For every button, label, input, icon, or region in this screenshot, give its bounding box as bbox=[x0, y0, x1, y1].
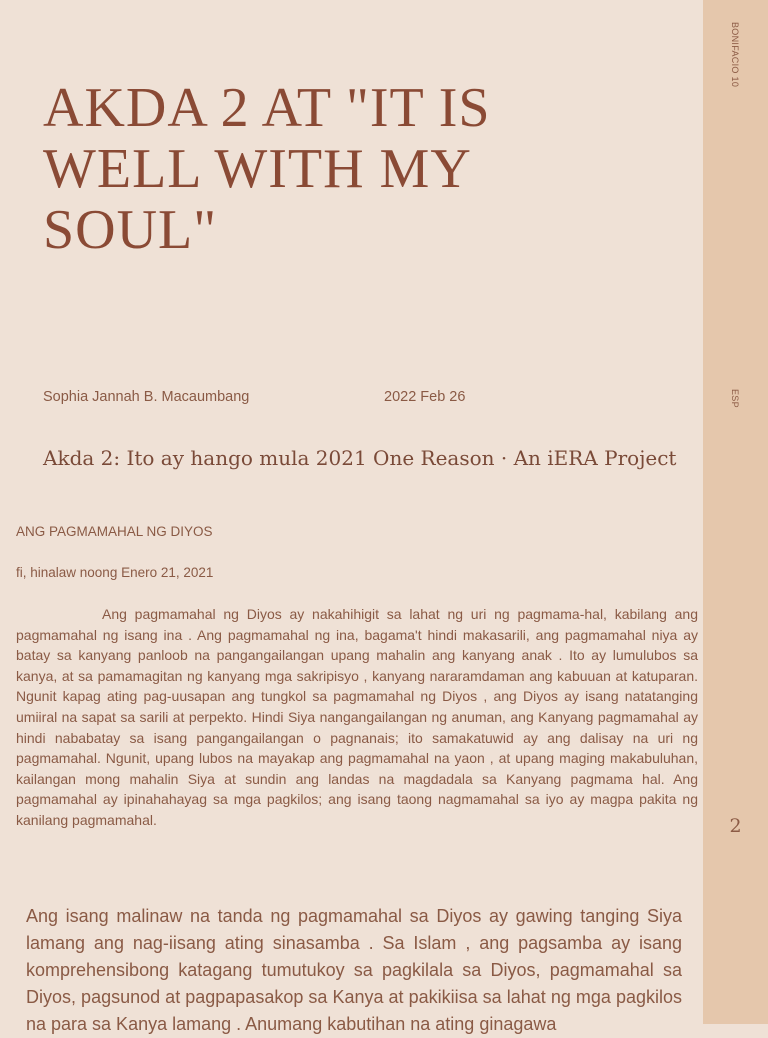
sidebar-class-label: BONIFACIO 10 bbox=[730, 22, 740, 88]
author-name: Sophia Jannah B. Macaumbang bbox=[43, 389, 250, 405]
page-number: 2 bbox=[729, 815, 742, 837]
section-heading: ANG PAGMAMAHAL NG DIYOS bbox=[16, 524, 213, 539]
source-note: fi, hinalaw noong Enero 21, 2021 bbox=[16, 565, 214, 580]
body-paragraph-2: Ang isang malinaw na tanda ng pagmamahal sa Diyos ay gawing tanging Siya lamang ang nag-iisang ating sinasamba . Sa Islam , ang pagsamba ay isang komprehensibong katagang tumutukoy sa pagkilala sa Diyos, pagmamahal sa Diyos, pagsunod at pagpapasakop sa Kanya at pakikiisa sa lahat ng mga pagkilos na para sa Kanya lamang . Anumang kabutihan na ating ginagawa bbox=[26, 906, 682, 1034]
sidebar-strip bbox=[703, 0, 768, 1024]
article-subtitle: Akda 2: Ito ay hango mula 2021 One Reason · An iERA Project bbox=[43, 446, 677, 470]
page-title: AKDA 2 AT "IT IS WELL WITH MY SOUL" bbox=[43, 77, 491, 261]
sidebar-subject-label: ESP bbox=[730, 389, 740, 408]
body-paragraph-1: Ang pagmamahal ng Diyos ay nakahihigit sa lahat ng uri ng pagmama-hal, kabilang ang pagmamahal ng isang ina . Ang pagmamahal ng ina, bagama't hindi makasarili, ang pagmamahal niya ay batay sa kanyang panloob na pangangailangan upang mahalin ang kanyang anak . Ito ay lumulubos sa kanya, at sa pamamagitan ng kanyang mga sakripisyo , kanyang nararamdaman ang kabuuan at katuparan. Ngunit kapag ating pag-uusapan ang tungkol sa pagmamahal ng Diyos , ang Diyos ay isang natatanging umiiral na sapat sa sarili at perpekto. Hindi Siya nangangailangan ng anuman, ang Kanyang pagmamahal ay hindi nababatay sa isang pangangailangan o pagnanais; ito samakatuwid ay ang dalisay na uri ng pagmamahal. Ngunit, upang lubos na mayakap ang pagmamahal na yaon , at upang maging makabuluhan, kailangan mong mahalin Siya at sundin ang landas na magdadala sa Kanyang pagmama hal. Ang pagmamahal ay ipinahahayag sa mga pagkilos; ang isang taong nagmamahal sa iyo ay magpa pakita ng kanilang pagmamahal. bbox=[16, 606, 698, 828]
publish-date: 2022 Feb 26 bbox=[384, 389, 466, 405]
